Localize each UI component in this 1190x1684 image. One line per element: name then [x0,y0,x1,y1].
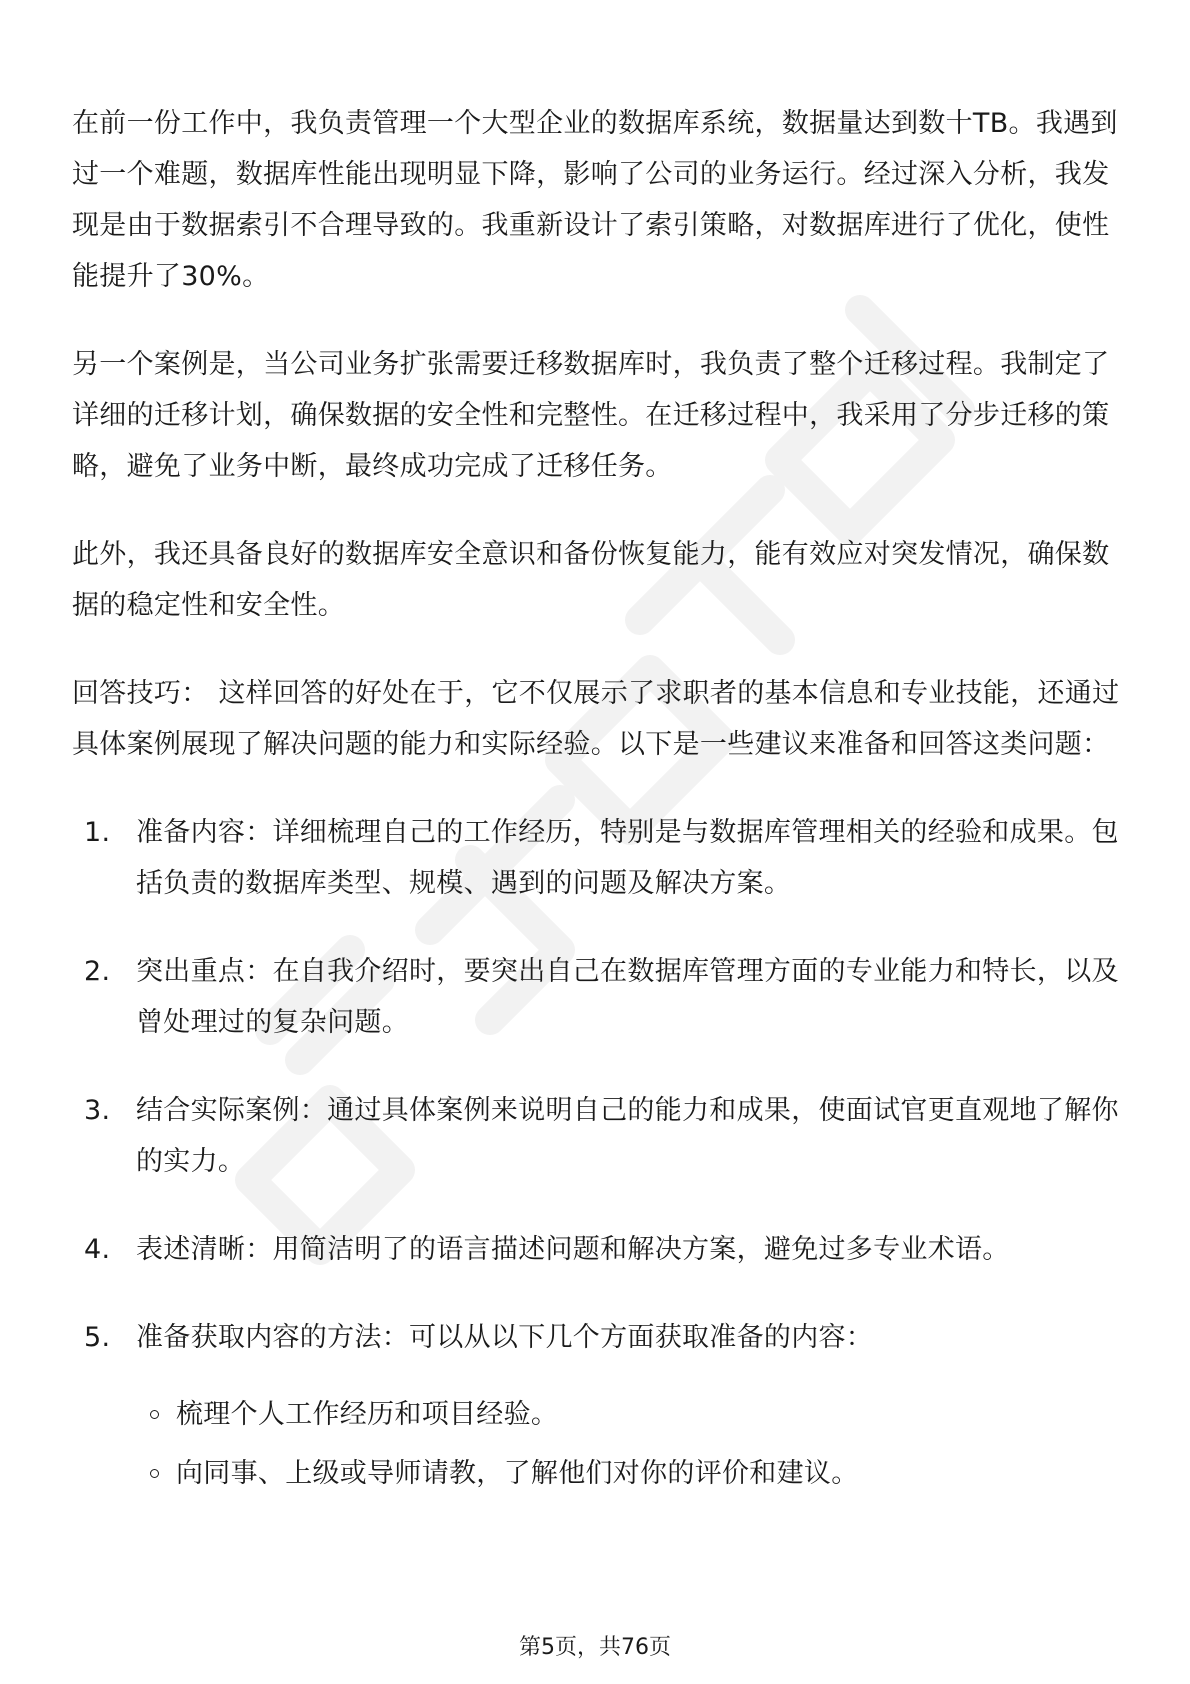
list-number: 2. [84,956,111,987]
sub-list-item-1 [150,1389,1122,1440]
document-body [72,98,1122,1507]
list-item-5 [84,1312,1122,1363]
paragraph-1: 在前一份工作中，我负责管理一个大型企业的数据库系统，数据量达到数十TB。我遇到过一个难题，数据库性能出现明显下降，影响了公司的业务运行。经过深入分析，我发现是由于数据索引不合理导致的。我重新设计了索引策略，对数据库进行了优化，使性能提升了30%。 [72,108,1118,292]
tips-paragraph [72,668,1122,770]
list-item-text: 结合实际案例：通过具体案例来说明自己的能力和成果，使面试官更直观地了解你的实力。 [136,1095,1119,1177]
paragraph-2: 另一个案例是，当公司业务扩张需要迁移数据库时，我负责了整个迁移过程。我制定了详细的迁移计划，确保数据的安全性和完整性。在迁移过程中，我采用了分步迁移的策略，避免了业务中断，最终成功完成了迁移任务。 [72,349,1110,482]
sub-list [150,1389,1122,1499]
sub-list-item-text: 向同事、上级或导师请教，了解他们对你的评价和建议。 [176,1458,859,1489]
tips-text: 这样回答的好处在于，它不仅展示了求职者的基本信息和专业技能，还通过具体案例展现了解决问题的能力和实际经验。以下是一些建议来准备和回答这类问题： [72,678,1120,760]
list-item-3 [84,1085,1122,1187]
list-item-text: 表述清晰：用简洁明了的语言描述问题和解决方案，避免过多专业术语。 [136,1234,1010,1265]
bullet-circle-icon [150,1469,159,1478]
list-item-4 [84,1224,1122,1275]
list-item-text: 突出重点：在自我介绍时，要突出自己在数据库管理方面的专业能力和特长，以及曾处理过的复杂问题。 [136,956,1119,1038]
paragraph-3: 此外，我还具备良好的数据库安全意识和备份恢复能力，能有效应对突发情况，确保数据的稳定性和安全性。 [72,539,1110,621]
list-item-text: 准备内容：详细梳理自己的工作经历，特别是与数据库管理相关的经验和成果。包括负责的数据库类型、规模、遇到的问题及解决方案。 [136,817,1119,899]
sub-list-item-2 [150,1448,1122,1499]
sub-list-item-text: 梳理个人工作经历和项目经验。 [176,1399,559,1430]
list-number: 1. [84,817,111,848]
list-number: 4. [84,1234,111,1265]
list-item-text: 准备获取内容的方法：可以从以下几个方面获取准备的内容： [136,1322,874,1353]
tips-label: 回答技巧： [72,678,209,709]
list-item-1 [84,807,1122,909]
bullet-circle-icon [150,1410,159,1419]
list-number: 3. [84,1095,111,1126]
list-item-2 [84,946,1122,1048]
page-footer: 第5页，共76页 [519,1635,671,1660]
list-number: 5. [84,1322,111,1353]
